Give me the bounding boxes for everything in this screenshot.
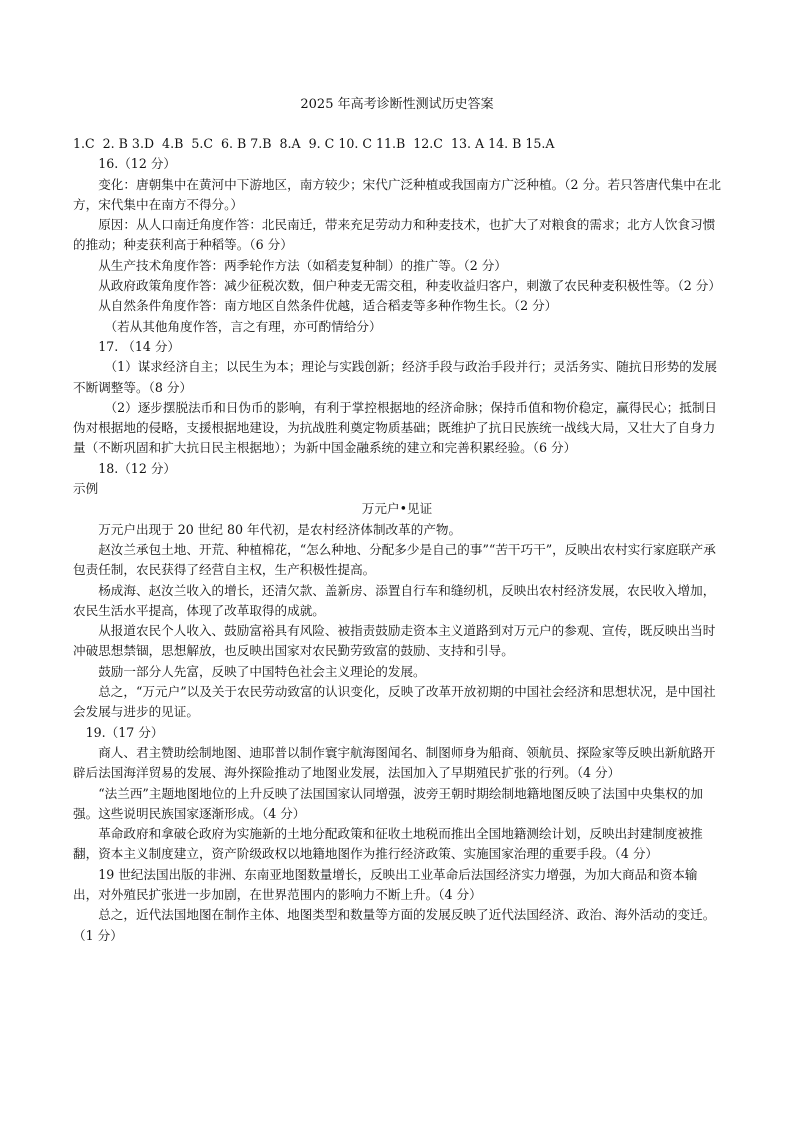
q18-paragraph: 鼓励一部分人先富，反映了中国特色社会主义理论的发展。 (98, 663, 426, 679)
q16-change: 变化：唐朝集中在黄河中下游地区，南方较少；宋代广泛种植或我国南方广泛种植。（2 分。若只答唐代集中在北方，宋代集中在南方不得分。） (73, 176, 721, 212)
q19-paragraph: 19 世纪法国出版的非洲、东南亚地图数量增长，反映出工业革命后法国经济实力增强，为加大商品和资本输出，对外殖民扩张进一步加剧，在世界范围内的影响力不断上升。（4 分） (73, 866, 698, 902)
q18-example-label: 示例 (73, 481, 99, 497)
q18-essay-title: 万元户•见证 (361, 501, 433, 517)
q19-paragraph: “法兰西”主题地图地位的上升反映了法国国家认同增强，波旁王朝时期绘制地籍地图反映了法国中央集权的加强。这些说明民族国家逐渐形成。（4 分） (73, 785, 703, 821)
q18-paragraph: 从报道农民个人收入、鼓励富裕具有风险、被指责鼓励走资本主义道路到对万元户的参观、宣传，既反映出当时冲破思想禁锢，思想解放，也反映出国家对农民勤劳致富的鼓励、支持和引导。 (73, 623, 716, 659)
q16-reason-population: 原因：从人口南迁角度作答：北民南迁，带来充足劳动力和种麦技术，也扩大了对粮食的需求；北方人饮食习惯的推动；种麦获利高于种稻等。（6 分） (73, 217, 716, 253)
q18-paragraph: 总之，“万元户”以及关于农民劳动致富的认识变化，反映了改革开放初期的中国社会经济和思想状况，是中国社会发展与进步的见证。 (73, 684, 716, 720)
q19-paragraph: 革命政府和拿破仑政府为实施新的土地分配政策和征收土地税而推出全国地籍测绘计划，反映出封建制度被推翻，资本主义制度建立，资产阶级政权以地籍地图作为推行经济政策、实施国家治理的重要手段。（4 分） (73, 826, 703, 862)
q18-paragraph: 万元户出现于 20 世纪 80 年代初，是农村经济体制改革的产物。 (98, 521, 462, 537)
document-title: 2025 年高考诊断性测试历史答案 (300, 97, 494, 112)
q19-paragraph: 总之，近代法国地图在制作主体、地图类型和数量等方面的发展反映了近代法国经济、政治、海外活动的变迁。（1 分） (73, 907, 716, 943)
q17-part1: （1）谋求经济自主；以民生为本；理论与实践创新；经济手段与政治手段并行；灵活务实、随抗日形势的发展不断调整等。（8 分） (73, 359, 718, 395)
q16-reason-nature: 从自然条件角度作答：南方地区自然条件优越，适合稻麦等多种作物生长。（2 分） (98, 298, 558, 314)
q16-reason-policy: 从政府政策角度作答：减少征税次数，佃户种麦无需交租，种麦收益归客户，刺激了农民种麦积极性等。（2 分） (98, 278, 721, 294)
q19-header: 19.（17 分） (85, 724, 164, 740)
choice-answers: 1.C 2. B 3.D 4.B 5.C 6. B 7.B 8.A 9. C 10. C 11.B 12.C 13. A 14. B 15.A (73, 136, 555, 151)
q18-paragraph: 赵汝兰承包土地、开荒、种植棉花，“怎么种地、分配多少是自己的事”“苦干巧干”，反映出农村实行家庭联产承包责任制，农民获得了经营自主权，生产积极性提高。 (73, 541, 716, 578)
answer-content (73, 134, 721, 946)
q18-header: 18.（12 分） (98, 460, 177, 476)
q16-reason-technology: 从生产技术角度作答：两季轮作方法（如稻麦复种制）的推广等。（2 分） (98, 257, 507, 273)
q17-header: 17. （14 分） (98, 338, 181, 354)
q19-paragraph: 商人、君主赞助绘制地图、迪耶普以制作寰宇航海图闻名、制图师身为船商、领航员、探险家等反映出新航路开辟后法国海洋贸易的发展、海外探险推动了地图业发展，法国加入了早期殖民扩张的行列。（4 分） (73, 744, 716, 781)
q16-note: （若从其他角度作答，言之有理，亦可酌情给分） (104, 318, 382, 334)
q16-header: 16.（12 分） (98, 156, 177, 172)
q17-part2: （2）逐步摆脱法币和日伪币的影响，有利于掌控根据地的经济命脉；保持币值和物价稳定，赢得民心；抵制日伪对根据地的侵略，支援根据地建设，为抗战胜利奠定物质基础；既维护了抗日民族统一战线大局，又壮大了自身力量（不断巩固和扩大抗日民主根据地）；为新中国金融系统的建立和完善积累经验。（6 分） (73, 399, 718, 456)
q18-paragraph: 杨成海、赵汝兰收入的增长，还清欠款、盖新房、添置自行车和缝纫机，反映出农村经济发展，农民收入增加，农民生活水平提高，体现了改革取得的成就。 (73, 582, 716, 618)
